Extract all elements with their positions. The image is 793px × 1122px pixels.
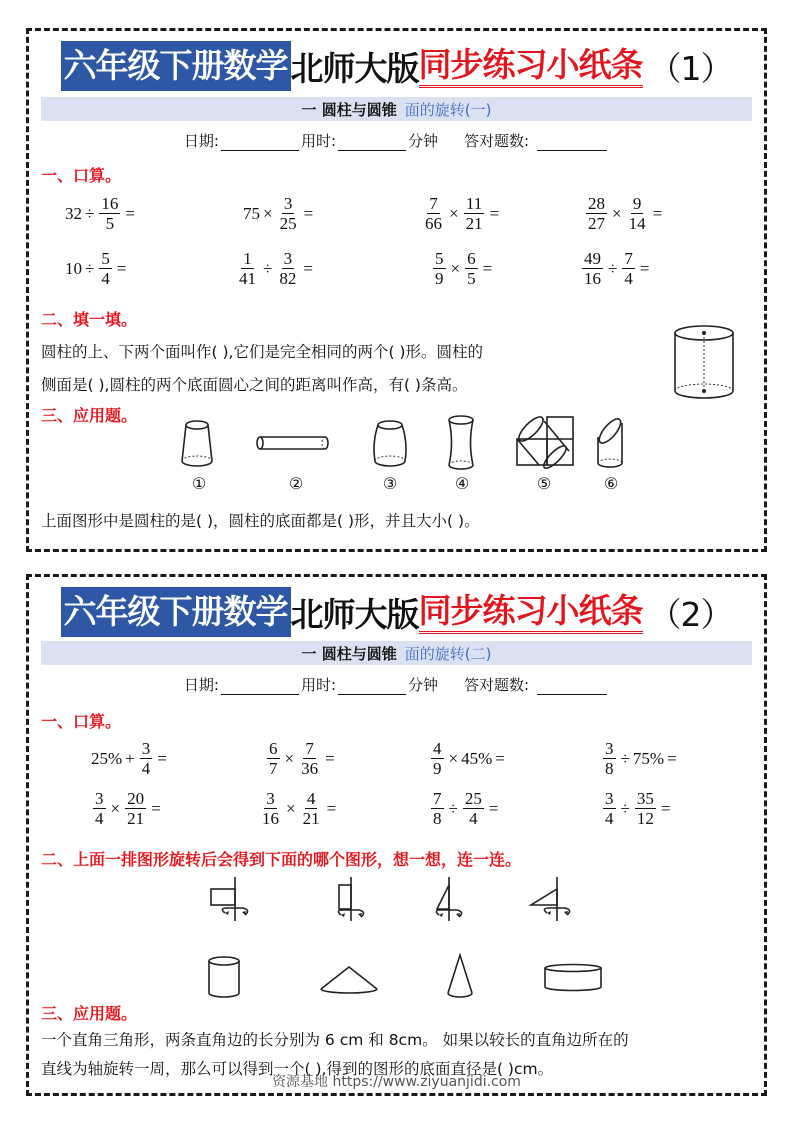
lesson-name: 面的旋转(一)	[404, 100, 492, 119]
figure-1-frustum-icon	[179, 417, 215, 469]
minutes-label: 分钟	[408, 676, 439, 694]
meta-row	[29, 127, 764, 151]
fill-in-line-2: 侧面是( ),圆柱的两个底面圆心之间的距离叫作高，有( )条高。	[41, 376, 468, 394]
correct-count-blank[interactable]	[537, 133, 607, 151]
time-blank[interactable]	[338, 677, 406, 695]
title-practice: 同步练习小纸条	[419, 45, 643, 88]
date-blank[interactable]	[221, 677, 299, 695]
cylinder-height-icon	[671, 323, 737, 403]
tall-rectangle-on-axis-icon[interactable]	[329, 875, 373, 923]
calc-problem: $\frac{3}{4}$ × $\frac{20}{21}$ =	[95, 789, 161, 828]
section-oral-calc-title: 一、口算。	[41, 166, 122, 185]
calc-problem: $\frac{3}{16}$ × $\frac{4}{21}$ =	[262, 789, 337, 828]
correct-count-blank[interactable]	[537, 677, 607, 695]
time-label: 用时:	[300, 132, 337, 150]
calc-problem: $\frac{1}{41}$ ÷ $\frac{3}{82}$ =	[239, 249, 313, 288]
date-blank[interactable]	[221, 133, 299, 151]
calc-problem: $\frac{6}{7}$ × $\frac{7}{36}$ =	[269, 739, 335, 778]
time-blank[interactable]	[338, 133, 406, 151]
figure-5-tilted-cylinder-in-grid-icon	[515, 415, 575, 467]
correct-count-label: 答对题数:	[464, 132, 530, 150]
title-edition: 北师大版	[290, 594, 419, 634]
section-application-title: 三、应用题。	[41, 406, 138, 425]
calc-problem: $\frac{3}{4}$ ÷ $\frac{35}{12}$ =	[605, 789, 671, 828]
tall-cylinder-icon[interactable]	[207, 955, 241, 999]
title-grade: 六年级下册数学	[61, 587, 291, 637]
calc-problem: $\frac{4}{9}$ × 45% =	[433, 739, 505, 778]
correct-count-label: 答对题数:	[464, 676, 530, 694]
figure-3-barrel-icon	[371, 417, 409, 471]
flat-cone-icon[interactable]	[317, 963, 381, 995]
application-line-2: 直线为轴旋转一周，那么可以得到一个( ),得到的图形的底面直径是( )cm。	[41, 1060, 554, 1078]
unit-name: 一 圆柱与圆锥	[301, 100, 397, 119]
meta-row	[29, 671, 764, 695]
calc-problem: $\frac{5}{9}$ × $\frac{6}{5}$ =	[435, 249, 493, 288]
date-label: 日期:	[183, 676, 219, 694]
wide-triangle-on-axis-icon[interactable]	[527, 875, 577, 923]
unit-bar	[41, 641, 752, 665]
calc-problem: 75 × $\frac{3}{25}$ =	[243, 194, 314, 233]
figure-label: ①	[191, 474, 207, 493]
worksheet-title	[29, 41, 764, 91]
calc-problem: $\frac{28}{27}$ × $\frac{9}{14}$ =	[588, 194, 663, 233]
time-label: 用时:	[300, 676, 337, 694]
calc-problem: $\frac{7}{66}$ × $\frac{11}{21}$ =	[425, 194, 500, 233]
figure-4-concave-cylinder-icon	[445, 413, 477, 473]
worksheet-card-2	[26, 574, 767, 1096]
fill-in-line-1: 圆柱的上、下两个面叫作( ),它们是完全相同的两个( )形。圆柱的	[41, 343, 483, 361]
wide-rectangle-on-axis-icon[interactable]	[205, 875, 255, 923]
date-label: 日期:	[183, 132, 219, 150]
unit-bar	[41, 97, 752, 121]
calc-problem: $\frac{3}{8}$ ÷ 75% =	[605, 739, 677, 778]
worksheet-title	[29, 587, 764, 637]
section-application-title: 三、应用题。	[41, 1004, 138, 1023]
title-number: （1）	[648, 48, 733, 88]
title-grade: 六年级下册数学	[61, 41, 291, 91]
title-edition: 北师大版	[290, 48, 419, 88]
figure-label: ③	[382, 474, 398, 493]
calc-problem: $\frac{49}{16}$ ÷ $\frac{7}{4}$ =	[584, 249, 650, 288]
title-number: （2）	[648, 594, 733, 634]
flat-cylinder-icon[interactable]	[543, 963, 603, 993]
worksheet-card-1	[26, 28, 767, 552]
figure-label: ⑤	[536, 474, 552, 493]
figure-2-horizontal-cylinder-icon	[255, 435, 331, 451]
figure-label: ②	[288, 474, 304, 493]
tall-triangle-on-axis-icon[interactable]	[427, 875, 471, 923]
figure-label: ⑥	[603, 474, 619, 493]
tall-cone-icon[interactable]	[445, 953, 475, 1001]
calc-problem: 25% + $\frac{3}{4}$ =	[91, 739, 167, 778]
calc-problem: 10 ÷ $\frac{5}{4}$ =	[65, 249, 127, 288]
figure-6-oblique-cut-cylinder-icon	[595, 415, 625, 471]
minutes-label: 分钟	[408, 132, 439, 150]
section-fill-in-title: 二、填一填。	[41, 310, 138, 329]
lesson-name: 面的旋转(二)	[404, 644, 492, 663]
application-line-1: 一个直角三角形，两条直角边的长分别为 6 cm 和 8cm。 如果以较长的直角边所在的	[41, 1031, 629, 1049]
figure-label: ④	[454, 474, 470, 493]
application-question: 上面图形中是圆柱的是( )，圆柱的底面都是( )形，并且大小( )。	[41, 512, 480, 530]
watermark: 资源基地 https://www.ziyuanjidi.com	[272, 1074, 521, 1090]
unit-name: 一 圆柱与圆锥	[301, 644, 397, 663]
calc-problem: $\frac{7}{8}$ ÷ $\frac{25}{4}$ =	[433, 789, 499, 828]
section-oral-calc-title: 一、口算。	[41, 712, 122, 731]
title-practice: 同步练习小纸条	[419, 591, 643, 634]
section-matching-title: 二、上面一排图形旋转后会得到下面的哪个图形，想一想，连一连。	[41, 850, 522, 869]
calc-problem: 32 ÷ $\frac{16}{5}$ =	[65, 194, 135, 233]
